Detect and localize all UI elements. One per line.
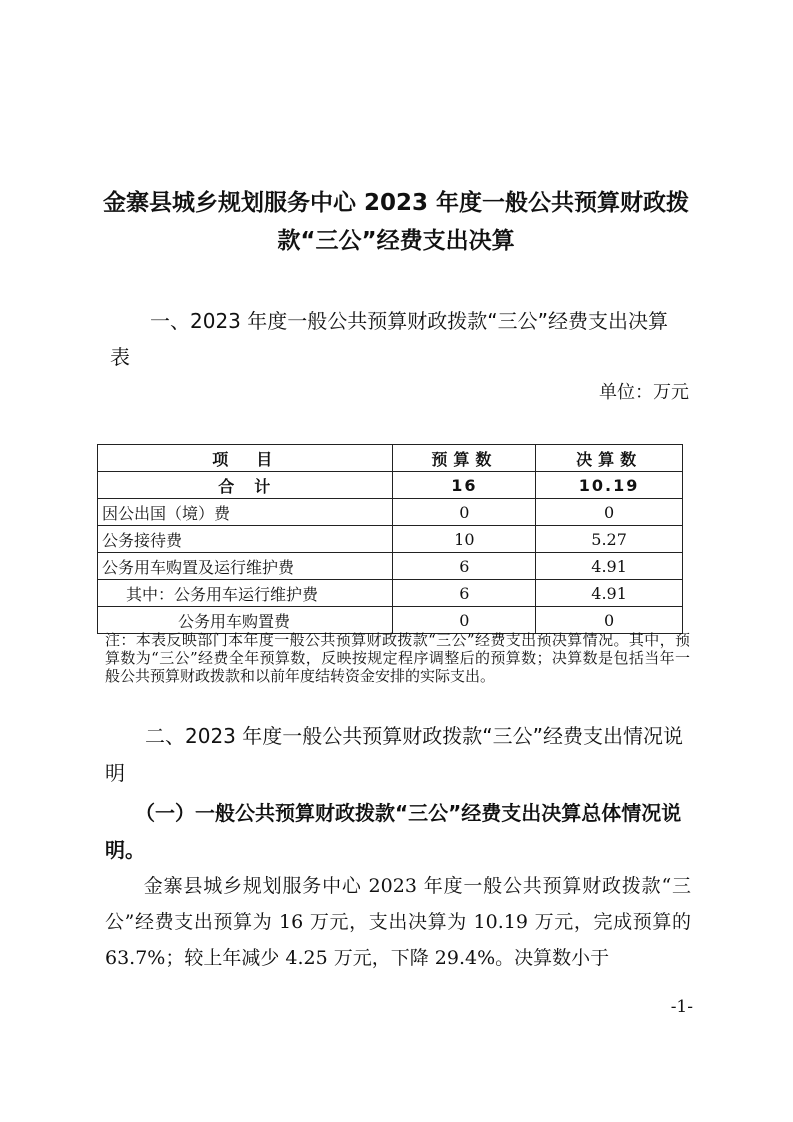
- table-row: [98, 526, 683, 553]
- section-2-1-heading: [105, 795, 691, 869]
- row-budget: 0: [393, 499, 536, 526]
- header-item: 项 目: [98, 445, 393, 472]
- table-note: 注：本表反映部门本年度一般公共预算财政拨款“三公”经费支出预决算情况。其中，预算数为“三公”经费全年预算数，反映按规定程序调整后的预算数；决算数是包括当年一般公共预算财政拨款和以前年度结转资金安排的实际支出。: [105, 631, 690, 685]
- row-final: 5.27: [536, 526, 683, 553]
- section-1-heading-continued: 表: [110, 345, 130, 369]
- body-paragraph: [105, 868, 691, 976]
- table-header-row: [98, 445, 683, 472]
- three-public-expenses-table: [97, 444, 683, 634]
- section-1-heading-line-1: 一、2023 年度一般公共预算财政拨款“三公”经费支出决算: [150, 309, 668, 333]
- table-row: [98, 553, 683, 580]
- table-row: [98, 607, 683, 634]
- row-item: 公务用车购置费: [98, 607, 393, 634]
- page-number: -1-: [670, 997, 693, 1017]
- row-final: 4.91: [536, 553, 683, 580]
- row-item: 其中：公务用车运行维护费: [98, 580, 393, 607]
- row-final: 0: [536, 499, 683, 526]
- table-row: [98, 580, 683, 607]
- document-title-line-1: 金寨县城乡规划服务中心 2023 年度一般公共预算财政拨: [102, 190, 690, 216]
- section-2-heading: [105, 718, 691, 792]
- table-row: [98, 499, 683, 526]
- row-final: 4.91: [536, 580, 683, 607]
- header-final: 决算数: [536, 445, 683, 472]
- row-budget: 6: [393, 580, 536, 607]
- row-item: 公务用车购置及运行维护费: [98, 553, 393, 580]
- row-budget: 16: [393, 472, 536, 499]
- row-final: 0: [536, 607, 683, 634]
- row-budget: 0: [393, 607, 536, 634]
- table-row-total: [98, 472, 683, 499]
- section-2-heading-text: 二、2023 年度一般公共预算财政拨款“三公”经费支出情况说明: [105, 724, 683, 785]
- row-budget: 6: [393, 553, 536, 580]
- row-final: 10.19: [536, 472, 683, 499]
- row-item: 合 计: [98, 472, 393, 499]
- document-title-line-2: 款“三公”经费支出决算: [277, 228, 515, 254]
- unit-label: 单位：万元: [599, 382, 689, 403]
- section-1-heading: [110, 303, 695, 340]
- row-item: 公务接待费: [98, 526, 393, 553]
- header-budget: 预算数: [393, 445, 536, 472]
- row-budget: 10: [393, 526, 536, 553]
- section-2-1-heading-text: （一）一般公共预算财政拨款“三公”经费支出决算总体情况说明。: [105, 801, 682, 862]
- body-paragraph-text: 金寨县城乡规划服务中心 2023 年度一般公共预算财政拨款“三公”经费支出预算为 16 万元，支出决算为 10.19 万元，完成预算的 63.7%；较上年减少 4.25 万元，下降 29.4%。决算数小于: [105, 875, 691, 969]
- row-item: 因公出国（境）费: [98, 499, 393, 526]
